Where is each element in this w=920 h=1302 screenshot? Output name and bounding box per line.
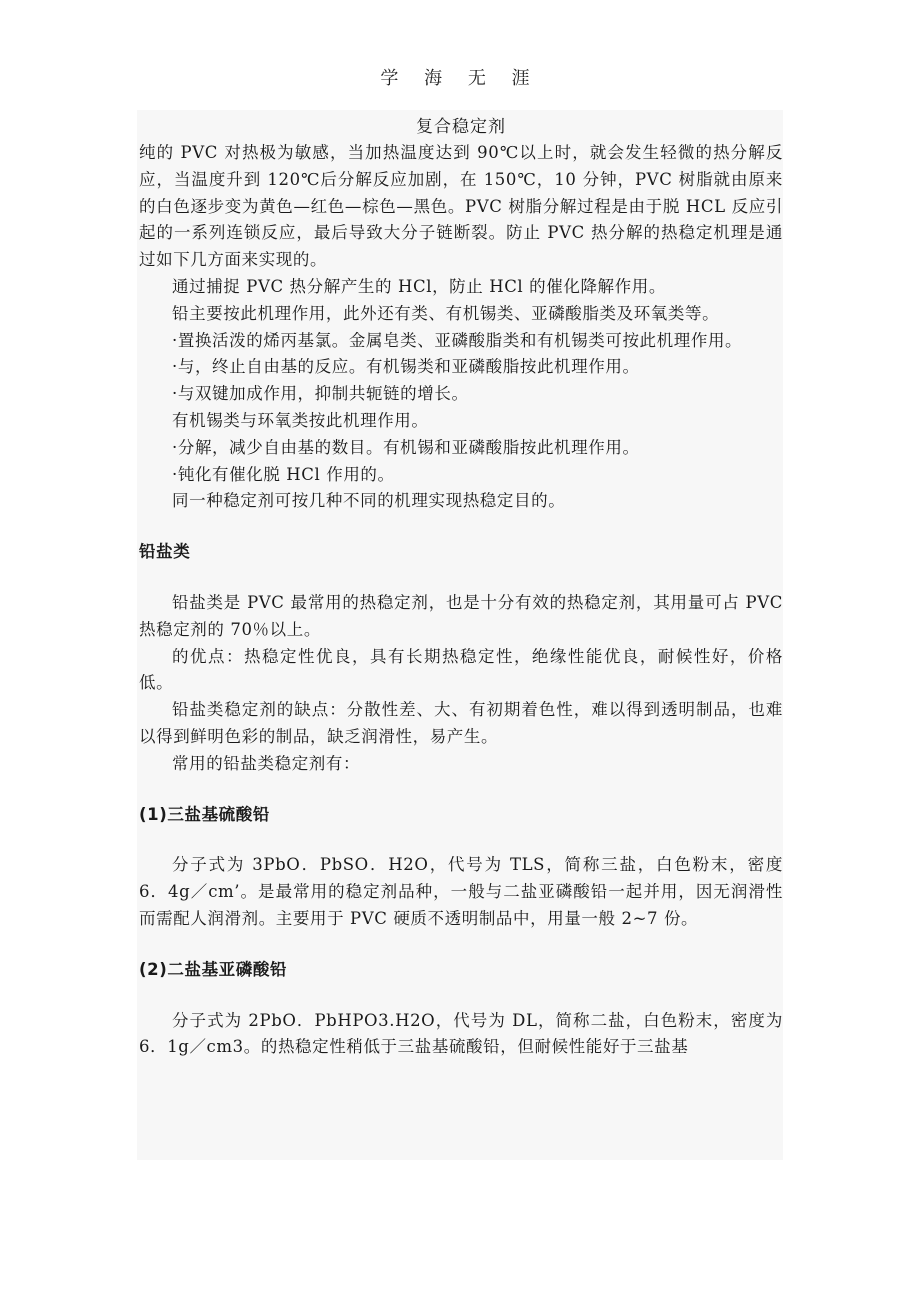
mechanism-bullet: ·与双键加成作用，抑制共轭链的增长。 — [172, 384, 469, 404]
intro-paragraph: 纯的 PVC 对热极为敏感，当加热温度达到 90℃以上时，就会发生轻微的热分解反应，当温度升到 120℃后分解反应加剧，在 150℃，10 分钟，PVC 树脂就由原来的白色逐步变为黄色—红色—棕色—黑色。PVC 树脂分解过程是由于脱 HCL 反应引起的一系列连锁反应，最后导致大分子链断裂。防止 PVC 热分解的热稳定机理是通过如下几方面来实现的。 — [139, 143, 783, 270]
lead-salts-list-intro: 常用的铅盐类稳定剂有： — [172, 753, 361, 773]
lead-salts-paragraph: 铅盐类是 PVC 最常用的热稳定剂，也是十分有效的热稳定剂，其用量可占 PVC 热稳定剂的 70％以上。 — [139, 592, 783, 639]
dibasic-lead-phosphite-paragraph: 分子式为 2PbO．PbHPO3.H2O，代号为 DL，简称二盐，白色粉末，密度为 6．1g／cm3。的热稳定性稍低于三盐基硫酸铅，但耐候性能好于三盐基 — [139, 1010, 783, 1057]
mechanism-bullet: ·分解，减少自由基的数目。有机锡和亚磷酸脂按此机理作用。 — [172, 437, 640, 457]
subsection-heading-tribasic-lead-sulfate: (1)三盐基硫酸铅 — [139, 804, 270, 824]
lead-salts-advantages: 的优点：热稳定性优良，具有长期热稳定性，绝缘性能优良，耐候性好，价格低。 — [139, 646, 783, 693]
lead-salts-disadvantages: 铅盐类稳定剂的缺点：分散性差、大、有初期着色性，难以得到透明制品，也难以得到鲜明色彩的制品，缺乏润滑性，易产生。 — [139, 700, 783, 746]
mechanism-bullet: ·置换活泼的烯丙基氯。金属皂类、亚磷酸脂类和有机锡类可按此机理作用。 — [172, 330, 743, 350]
running-header: 学 海 无 涯 — [380, 68, 540, 89]
mechanism-paragraph: 有机锡类与环氧类按此机理作用。 — [172, 410, 429, 430]
section-heading-lead-salts: 铅盐类 — [139, 542, 191, 562]
mechanism-paragraph: 通过捕捉 PVC 热分解产生的 HCl，防止 HCl 的催化降解作用。 — [172, 276, 666, 296]
mechanism-bullet: ·钝化有催化脱 HCl 作用的。 — [172, 464, 395, 484]
tribasic-lead-sulfate-paragraph: 分子式为 3PbO．PbSO．H2O，代号为 TLS，简称三盐，白色粉末，密度 6．4g／cm’。是最常用的稳定剂品种，一般与二盐亚磷酸铅一起并用，因无润滑性而需配人润滑剂。主要用于 PVC 硬质不透明制品中，用量一般 2~7 份。 — [139, 855, 783, 928]
document-title: 复合稳定剂 — [416, 117, 506, 137]
document-body — [137, 110, 783, 1160]
mechanism-summary: 同一种稳定剂可按几种不同的机理实现热稳定目的。 — [172, 491, 566, 511]
subsection-heading-dibasic-lead-phosphite: (2)二盐基亚磷酸铅 — [139, 959, 288, 979]
mechanism-bullet: ·与，终止自由基的反应。有机锡类和亚磷酸脂按此机理作用。 — [172, 357, 640, 377]
mechanism-paragraph: 铅主要按此机理作用，此外还有类、有机锡类、亚磷酸脂类及环氧类等。 — [172, 303, 720, 323]
